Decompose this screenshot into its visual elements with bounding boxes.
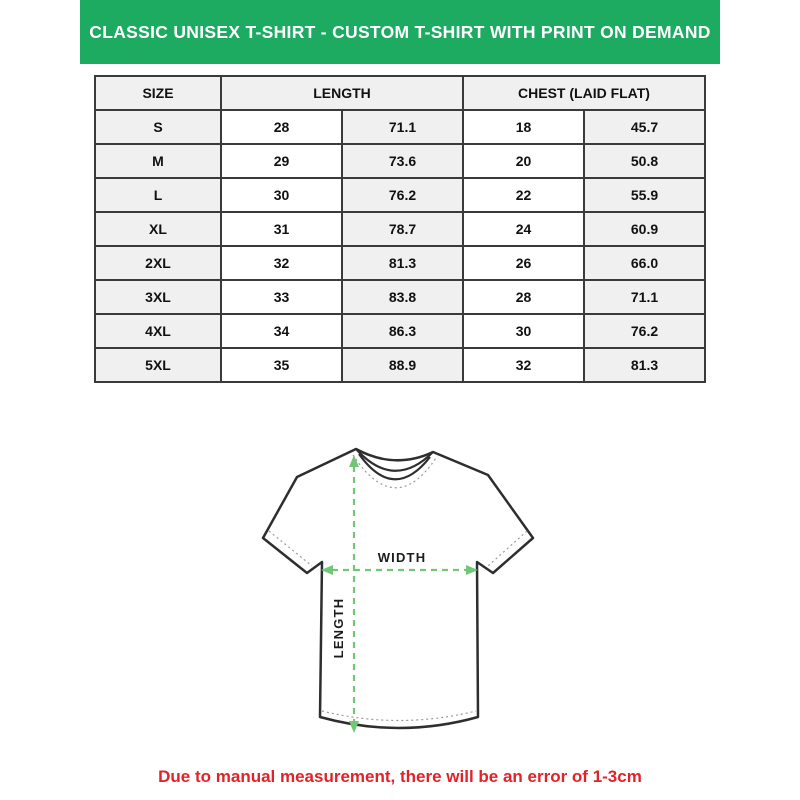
col-header-length: LENGTH xyxy=(221,76,463,110)
size-cell: L xyxy=(95,178,221,212)
chest-in-cell: 22 xyxy=(463,178,584,212)
length-arrowhead-down-icon xyxy=(349,721,359,733)
col-header-chest: CHEST (LAID FLAT) xyxy=(463,76,705,110)
chest-cm-cell: 55.9 xyxy=(584,178,705,212)
table-row xyxy=(95,178,705,212)
title-banner xyxy=(80,0,720,64)
chest-cm-cell: 71.1 xyxy=(584,280,705,314)
chest-cm-cell: 81.3 xyxy=(584,348,705,382)
chest-in-cell: 24 xyxy=(463,212,584,246)
size-cell: XL xyxy=(95,212,221,246)
length-in-cell: 31 xyxy=(221,212,342,246)
length-in-cell: 32 xyxy=(221,246,342,280)
table-row xyxy=(95,246,705,280)
size-cell: 2XL xyxy=(95,246,221,280)
length-cm-cell: 86.3 xyxy=(342,314,463,348)
table-row xyxy=(95,212,705,246)
size-chart-table xyxy=(94,75,706,383)
chest-cm-cell: 76.2 xyxy=(584,314,705,348)
length-cm-cell: 71.1 xyxy=(342,110,463,144)
length-cm-cell: 81.3 xyxy=(342,246,463,280)
table-row xyxy=(95,110,705,144)
size-cell: 4XL xyxy=(95,314,221,348)
table-row xyxy=(95,280,705,314)
length-cm-cell: 88.9 xyxy=(342,348,463,382)
header-row xyxy=(95,76,705,110)
length-in-cell: 33 xyxy=(221,280,342,314)
length-label: LENGTH xyxy=(331,597,346,659)
col-header-size: SIZE xyxy=(95,76,221,110)
chest-cm-cell: 66.0 xyxy=(584,246,705,280)
size-cell: M xyxy=(95,144,221,178)
length-cm-cell: 78.7 xyxy=(342,212,463,246)
chest-in-cell: 20 xyxy=(463,144,584,178)
length-in-cell: 34 xyxy=(221,314,342,348)
chest-cm-cell: 60.9 xyxy=(584,212,705,246)
measurement-note: Due to manual measurement, there will be an error of 1-3cm xyxy=(158,767,642,786)
size-cell: 3XL xyxy=(95,280,221,314)
chest-in-cell: 32 xyxy=(463,348,584,382)
page-title: CLASSIC UNISEX T-SHIRT - CUSTOM T-SHIRT WITH PRINT ON DEMAND xyxy=(89,21,711,42)
chest-in-cell: 30 xyxy=(463,314,584,348)
tshirt-measurement-diagram xyxy=(250,428,550,738)
chest-in-cell: 28 xyxy=(463,280,584,314)
tshirt-outline xyxy=(263,449,533,728)
length-cm-cell: 83.8 xyxy=(342,280,463,314)
size-cell: S xyxy=(95,110,221,144)
length-cm-cell: 73.6 xyxy=(342,144,463,178)
table-row xyxy=(95,144,705,178)
length-cm-cell: 76.2 xyxy=(342,178,463,212)
chest-in-cell: 26 xyxy=(463,246,584,280)
table-row xyxy=(95,314,705,348)
chest-in-cell: 18 xyxy=(463,110,584,144)
length-in-cell: 29 xyxy=(221,144,342,178)
chest-cm-cell: 50.8 xyxy=(584,144,705,178)
length-in-cell: 35 xyxy=(221,348,342,382)
length-in-cell: 30 xyxy=(221,178,342,212)
size-cell: 5XL xyxy=(95,348,221,382)
chest-cm-cell: 45.7 xyxy=(584,110,705,144)
length-in-cell: 28 xyxy=(221,110,342,144)
table-row xyxy=(95,348,705,382)
width-label: WIDTH xyxy=(377,550,427,565)
